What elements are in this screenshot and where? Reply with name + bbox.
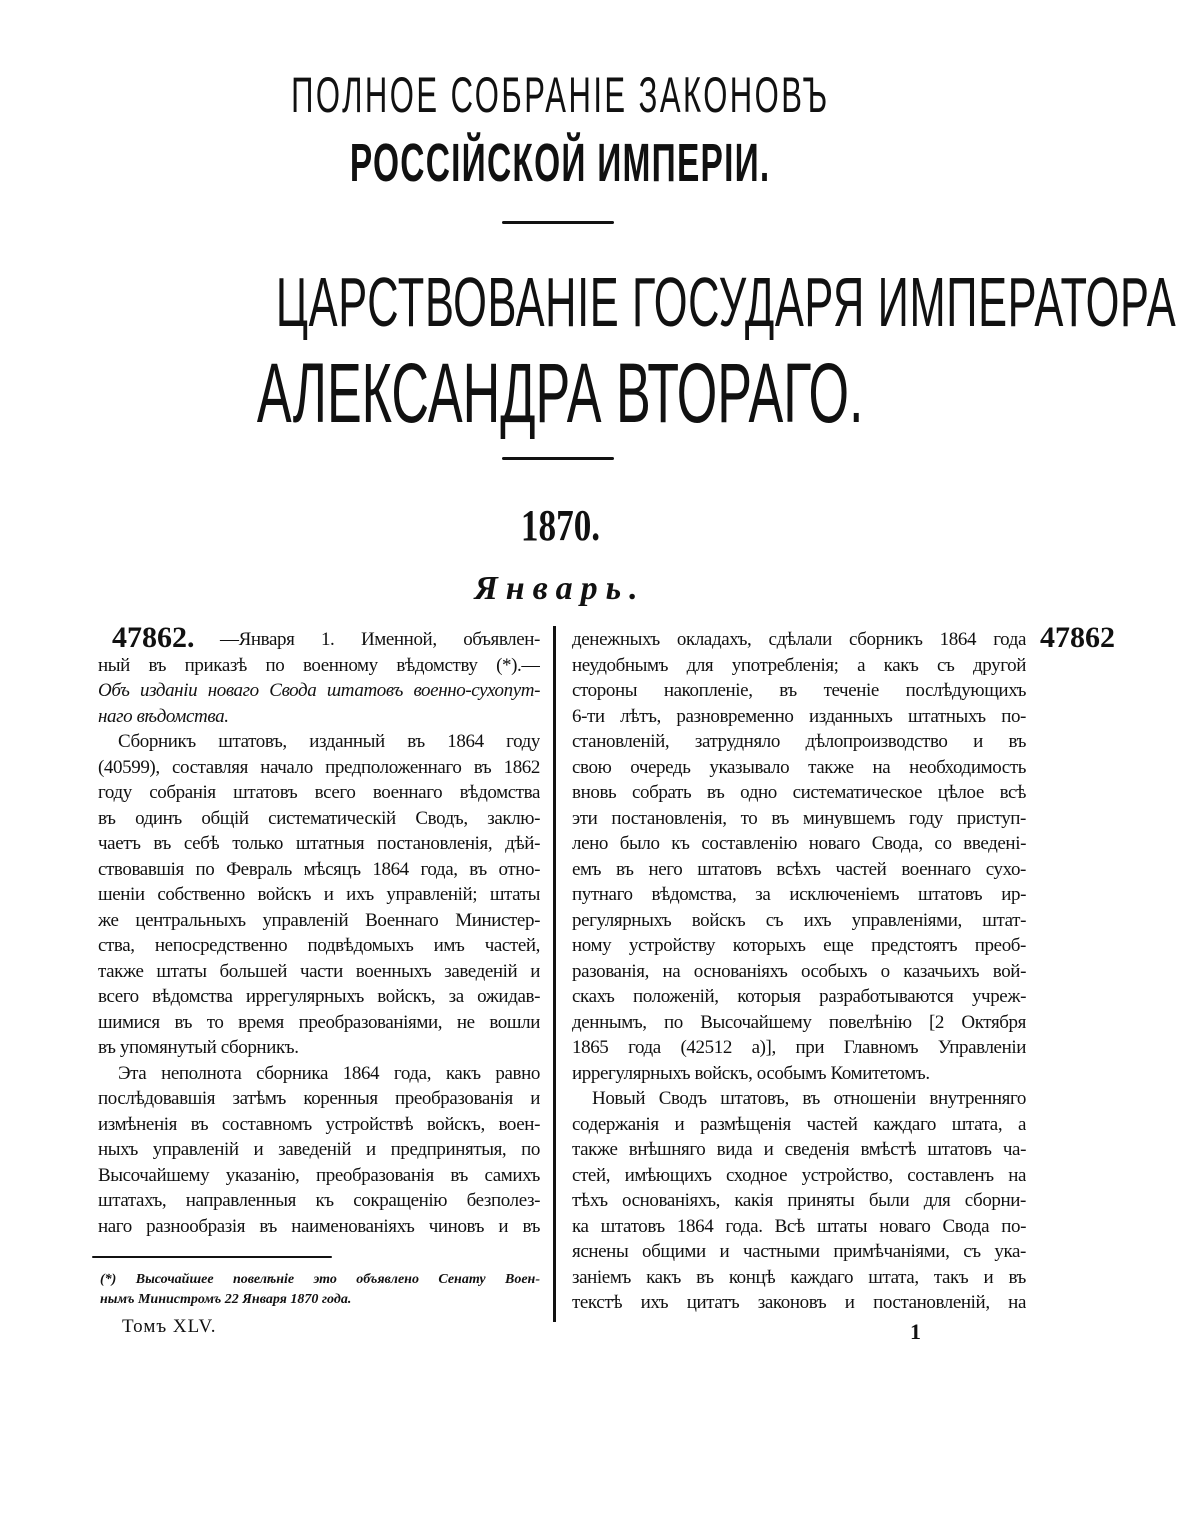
empire-title [0,132,1120,194]
text-line: —Января 1. Именной, объявлен- [220,629,540,650]
text-line: измѣненія въ составномъ устройствѣ войскъ, воен- [98,1113,540,1135]
column-divider [553,626,556,1322]
text-line: путнаго вѣдомства, за исключеніемъ штатовъ ир- [572,884,1026,905]
text-line: также штаты большей части военныхъ заведеній и [98,960,540,982]
text-line: наго вѣдомства. [98,705,229,727]
divider-rule [502,457,614,460]
collection-title-text: ПОЛНОЕ СОБРАНІЕ ЗАКОНОВЪ [290,67,830,123]
text-line: ка штатовъ 1864 года. Всѣ штаты новаго Свода по- [572,1215,1026,1237]
year-heading [0,500,1120,551]
page-number: 1 [910,1319,921,1344]
text-line: разованія, на основаніяхъ особыхъ о казачьихъ вой- [572,960,1026,982]
text-line: (40599), составляя начало предположеннаго въ 1862 [98,756,540,778]
text-line: становленій, затрудняло дѣлопроизводство и въ [572,731,1026,752]
emperor-name-text: АЛЕКСАНДРА ВТОРАГО. [256,346,864,440]
text-line: иррегулярныхъ войскъ, особымъ Комитетомъ. [572,1062,930,1084]
footnote-rule [92,1256,332,1258]
text-line: году собранія штатовъ всего военнаго вѣдомства [98,782,540,803]
month-text: Январь. [474,570,646,607]
text-line: неудобнымъ для употребленія; а какъ съ другой [572,654,1026,676]
text-line: деннымъ, по Высочайшему повелѣнію [2 Октября [572,1011,1026,1033]
reign-title [0,262,1177,342]
text-line: ныхъ управленій и заведеній и предпринятыя, по [98,1139,540,1160]
text-line: Высочайшему указанію, преобразованія въ самихъ [98,1164,540,1186]
month-heading [0,570,1120,608]
reign-title-text: ЦАРСТВОВАНІЕ ГОСУДАРЯ ИМПЕРАТОРА [275,263,1177,341]
text-line: регулярныхъ войскъ съ ихъ управленіями, штат- [572,909,1026,931]
collection-title [0,66,1120,124]
text-line: Эта неполнота сборника 1864 года, какъ равно [118,1062,540,1084]
text-line: тѣхъ основаніяхъ, какія приняты были для сборни- [572,1190,1026,1211]
text-line: Новый Сводъ штатовъ, въ отношеніи внутренняго [592,1088,1026,1109]
text-line: всего вѣдомства иррегулярныхъ войскъ, за ожидав- [98,986,540,1007]
text-line: лено было къ составленію новаго Свода, со введені- [572,833,1026,854]
emperor-name [0,345,1120,442]
law-number: 47862. [112,621,195,654]
text-line: стороны накопленіе, въ теченіе послѣдующихъ [572,680,1026,701]
text-line: же центральныхъ управленій Военнаго Министер- [98,909,540,931]
text-line: шимися въ то время преобразованіями, не вошли [98,1011,540,1033]
text-line: послѣдовавшія затѣмъ коренныя преобразованія и [98,1088,540,1109]
text-line: вновь собрать въ одно систематическое цѣлое всѣ [572,782,1026,803]
text-line: 1865 года (42512 а)], при Главномъ Управленіи [572,1037,1026,1058]
empire-title-text: РОССІЙСКОЙ ИМПЕРІИ. [349,133,771,193]
text-line: денежныхъ окладахъ, сдѣлали сборникъ 1864 года [572,629,1026,650]
text-line: ствовавшія по Февраль мѣсяцъ 1864 года, въ отно- [98,858,540,880]
footnote-line: (*) Высочайшее повелѣніе это объявлено Сенату Воен- [100,1272,540,1287]
divider-rule [502,221,614,224]
text-line: ному устройству которыхъ еще предстоятъ преоб- [572,935,1026,956]
text-line: въ упомянутый сборникъ. [98,1037,299,1058]
text-line: въ одинъ общій систематическій Сводъ, заклю- [98,807,540,829]
text-line: также внѣшняго вида и сведенія вмѣстѣ штатовъ ча- [572,1139,1026,1160]
text-line: шеніи собственно войскъ и ихъ управленій; штаты [98,884,540,905]
text-line: заніемъ какъ въ концѣ каждаго штата, такъ и въ [572,1266,1026,1288]
text-line: Сборникъ штатовъ, изданный въ 1864 году [118,731,540,752]
footnote [100,1270,540,1310]
text-line: скахъ положеній, которыя разработываются учреж- [572,986,1026,1007]
text-line: штатахъ, направленныя къ сокращенію безполез- [98,1190,540,1211]
left-column [98,627,540,1239]
text-line: Объ изданіи новаго Свода штатовъ военно-сухопут- [98,680,540,701]
text-line: эти постановленія, то въ минувшемъ году приступ- [572,807,1026,829]
volume-label: Томъ XLV. [122,1316,217,1337]
year-text: 1870. [520,501,600,550]
text-line: свою очередь указывало также на необходимость [572,756,1026,778]
text-line: ный въ приказѣ по военному вѣдомству (*).— [98,654,540,676]
text-line: текстѣ ихъ цитатъ законовъ и постановленій, на [572,1292,1026,1313]
footnote-line: нымъ Министромъ 22 Января 1870 года. [100,1292,352,1307]
margin-law-number: 47862 [1040,621,1115,654]
text-line: стей, имѣющихъ сходное устройство, составленъ на [572,1164,1026,1186]
text-line: 6-ти лѣтъ, разновременно изданныхъ штатныхъ по- [572,705,1026,727]
text-line: чаетъ въ себѣ только штатныя постановленія, дѣй- [98,833,540,854]
right-column [572,627,1026,1316]
text-line: яснены общими и частными примѣчаніями, съ ука- [572,1241,1026,1262]
text-line: наго разнообразія въ наименованіяхъ чиновъ и въ [98,1215,540,1237]
text-line: содержанія и размѣщенія частей каждаго штата, а [572,1113,1026,1135]
text-line: ства, непосредственно подвѣдомыхъ имъ частей, [98,935,540,956]
text-line: емъ въ него штатовъ всѣхъ частей военнаго сухо- [572,858,1026,880]
